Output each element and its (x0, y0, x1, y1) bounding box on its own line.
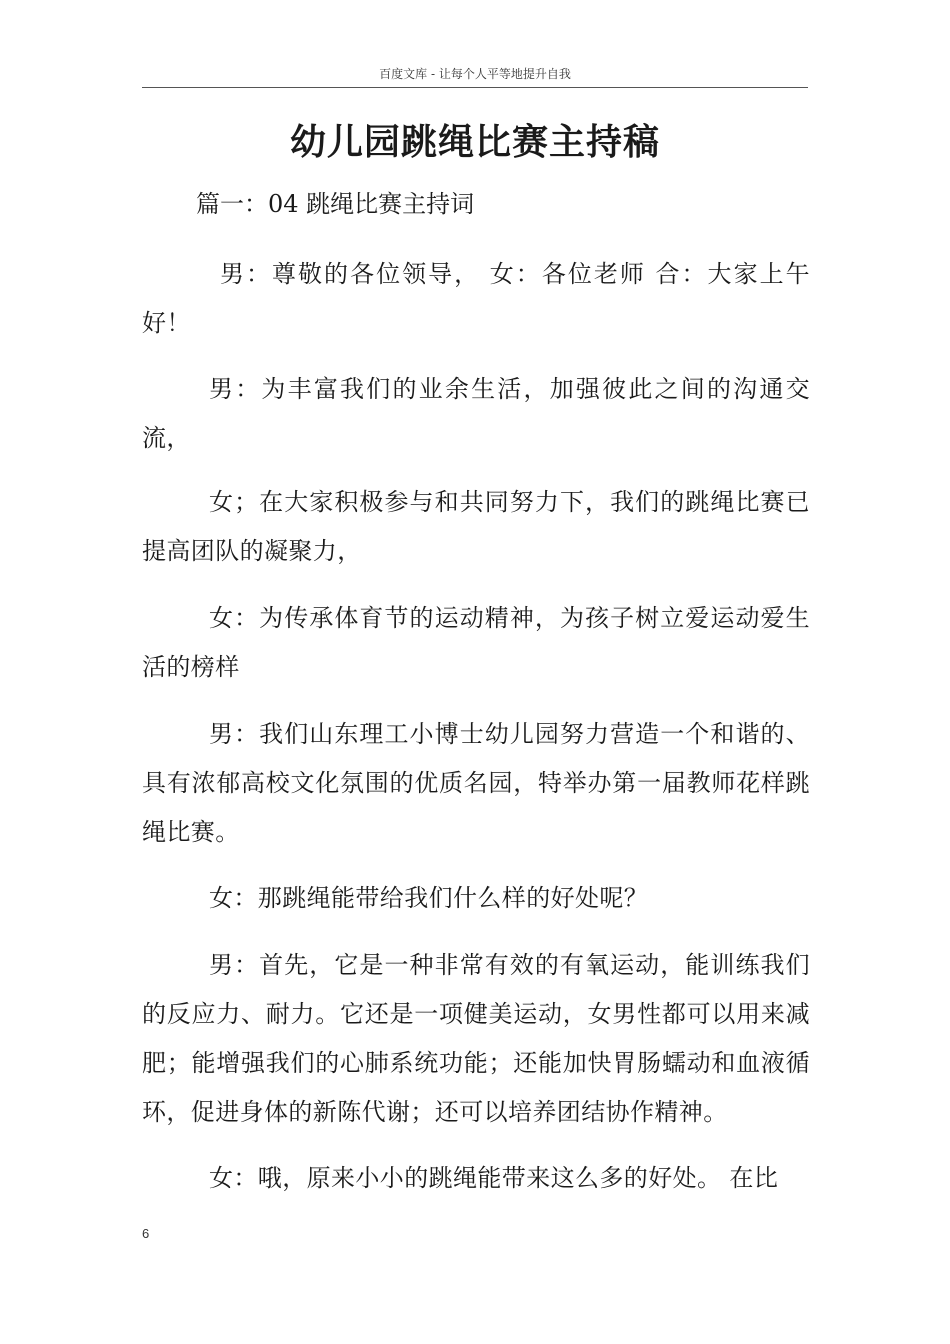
paragraph: 男：首先，它是一种非常有效的有氧运动，能训练我们的反应力、耐力。它还是一项健美运动，女男性都可以用来减肥；能增强我们的心肺系统功能；还能加快胃肠蠕动和血液循环，促进身体的新陈代谢；还可以培养团结协作精神。 (142, 951, 810, 1126)
paragraph: 女；在大家积极参与和共同努力下，我们的跳绳比赛已提高团队的凝聚力， (142, 488, 810, 565)
paragraph: 男：为丰富我们的业余生活，加强彼此之间的沟通交流， (142, 375, 810, 452)
header-text: 百度文库 - 让每个人平等地提升自我 (379, 67, 571, 81)
header-divider (142, 87, 808, 88)
paragraph: 女：为传承体育节的运动精神，为孩子树立爱运动爱生活的榜样 (142, 604, 810, 681)
paragraph: 女：那跳绳能带给我们什么样的好处呢？ (209, 884, 649, 912)
paragraph: 男：尊敬的各位领导， 女：各位老师 合：大家上午好！ (142, 260, 810, 337)
paragraph: 女：哦，原来小小的跳绳能带来这么多的好处。 在比 (209, 1164, 779, 1192)
section-heading: 篇一：04 跳绳比赛主持词 (196, 190, 475, 218)
paragraph: 男：我们山东理工小博士幼儿园努力营造一个和谐的、具有浓郁高校文化氛围的优质名园，特举办第一届教师花样跳绳比赛。 (142, 720, 810, 846)
document-title: 幼儿园跳绳比赛主持稿 (289, 121, 660, 163)
page-number: 6 (142, 1226, 150, 1241)
